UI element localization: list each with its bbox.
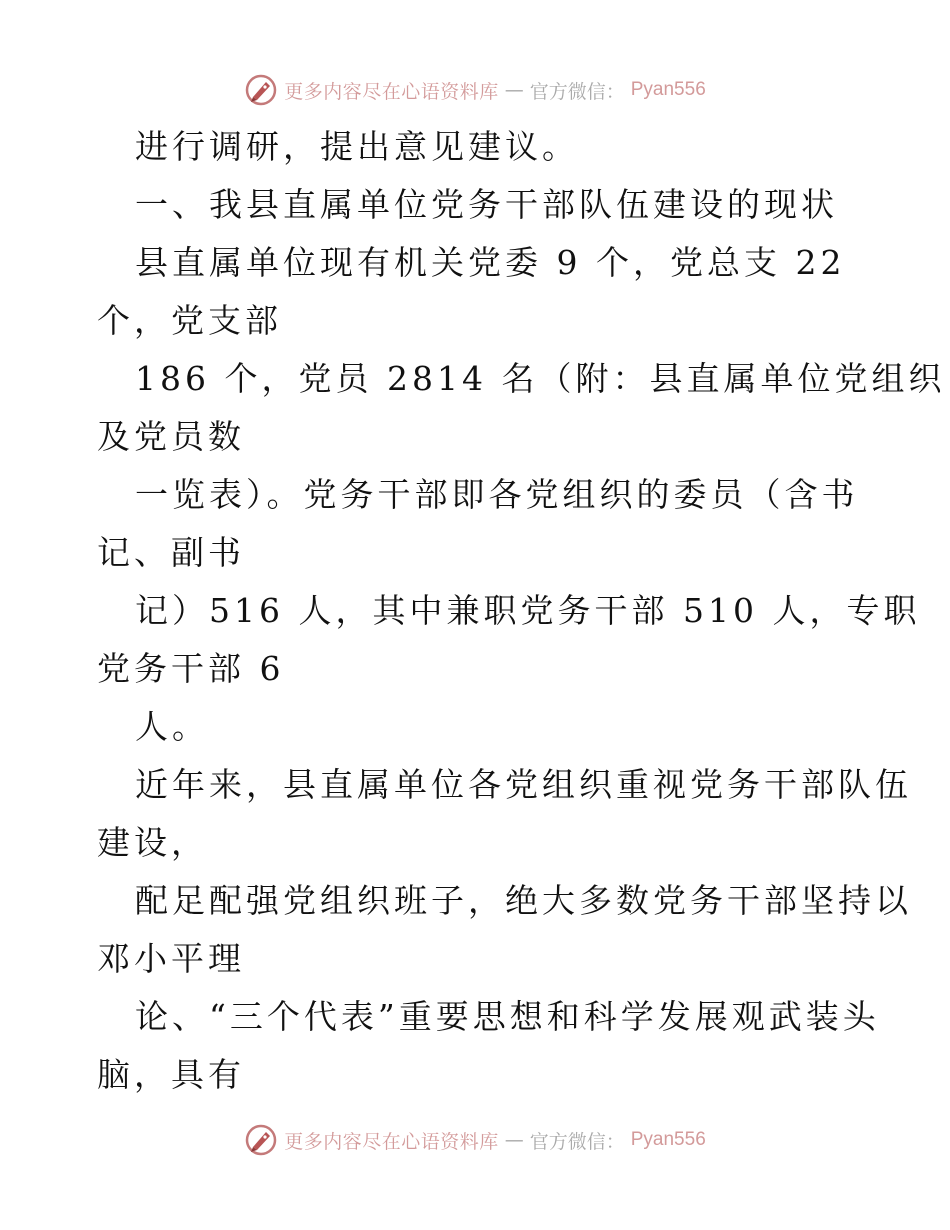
- text-line: 论、“三个代表”重要思想和科学发展观武装头: [135, 997, 880, 1036]
- watermark-text: 更多内容尽在心语资料库: [284, 80, 499, 103]
- pen-nib-logo-icon: [244, 73, 278, 107]
- text-line: 人。: [135, 707, 209, 746]
- text-line: 党务干部 6: [97, 649, 285, 688]
- text-line: 县直属单位现有机关党委 9 个，党总支 22: [135, 243, 846, 282]
- watermark-dash: —: [504, 79, 524, 101]
- text-line: 配足配强党组织班子，绝大多数党务干部坚持以: [135, 881, 912, 920]
- text-line: 邓小平理: [97, 939, 245, 978]
- text-line: 记）516 人，其中兼职党务干部 510 人，专职: [135, 591, 921, 630]
- text-line: 建设，: [97, 823, 208, 862]
- text-line: 及党员数: [97, 417, 245, 456]
- watermark-handle: Pyan556: [630, 79, 706, 100]
- watermark-label: 官方微信：: [529, 80, 625, 103]
- text-line: 进行调研，提出意见建议。: [135, 127, 579, 166]
- text-line: 个，党支部: [97, 301, 282, 340]
- text-line: 一、我县直属单位党务干部队伍建设的现状: [135, 185, 838, 224]
- watermark-handle: Pyan556: [630, 1129, 706, 1150]
- watermark-dash: —: [504, 1129, 524, 1151]
- text-line: 一览表）。党务干部即各党组织的委员（含书: [135, 475, 859, 514]
- header-watermark: [0, 72, 950, 108]
- watermark-text: 更多内容尽在心语资料库: [284, 1130, 499, 1153]
- watermark-label: 官方微信：: [529, 1130, 625, 1153]
- text-line: 186 个，党员 2814 名（附：县直属单位党组织: [135, 359, 946, 398]
- text-line: 脑，具有: [97, 1055, 245, 1094]
- text-line: 记、副书: [97, 533, 245, 572]
- text-line: 近年来，县直属单位各党组织重视党务干部队伍: [135, 765, 912, 804]
- footer-watermark: [0, 1122, 950, 1158]
- pen-nib-logo-icon: [244, 1123, 278, 1157]
- document-body: [97, 118, 946, 1104]
